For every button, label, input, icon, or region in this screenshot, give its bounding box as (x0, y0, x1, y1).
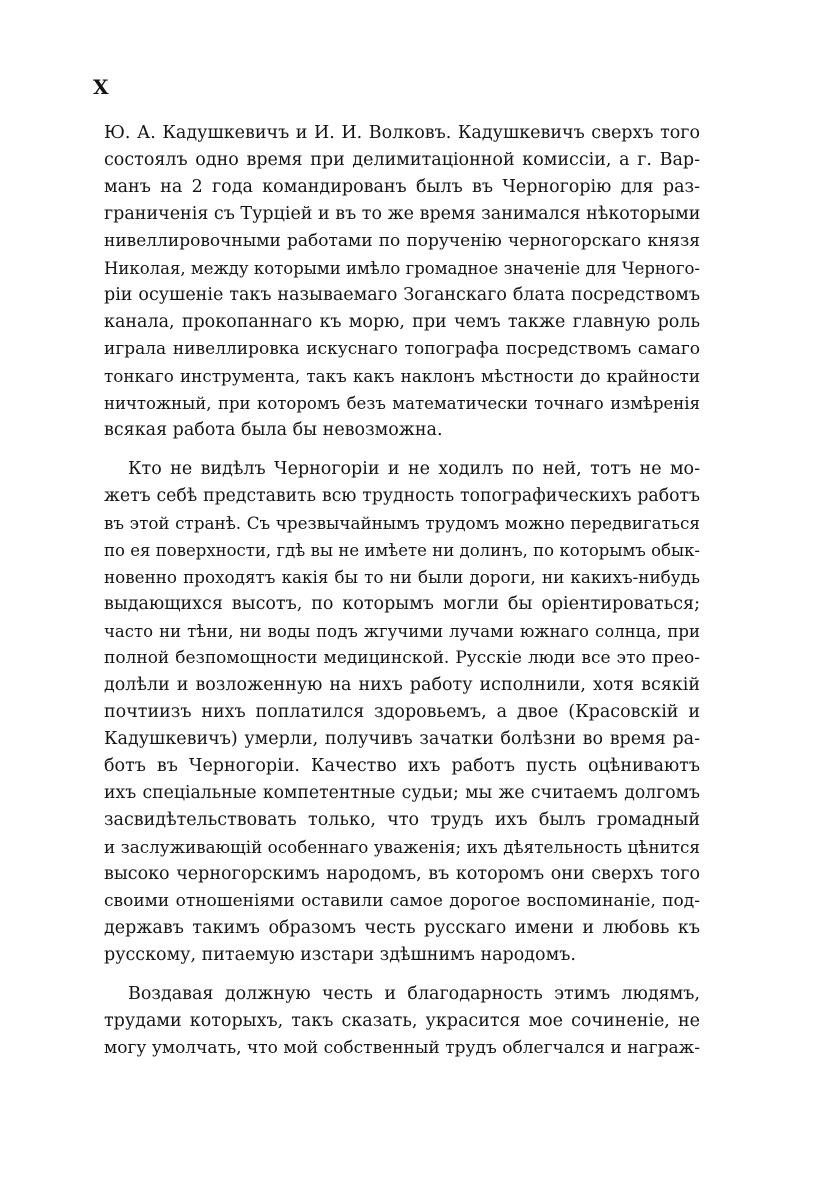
text-line: всякая работа была бы невозможна. (104, 420, 443, 440)
text-line: Николая, между которыми имѣло громадное значеніе для Черного- (104, 259, 700, 278)
text-line: ихъ спеціальные компетентные судьи; мы же считаемъ долгомъ (104, 783, 700, 803)
text-line: и заслуживающій особеннаго уваженія; ихъ дѣятельность цѣнится (104, 837, 700, 857)
text-line: граниченія съ Турціей и въ то же время занимался нѣкоторыми (104, 204, 701, 224)
text-line: играла нивеллировка искуснаго топографа посредствомъ самаго (104, 339, 700, 359)
text-line: державъ такимъ образомъ честь русскаго имени и любовь къ (104, 918, 700, 938)
text-line: полной безпомощности медицинской. Русскіе люди все это прео- (104, 648, 700, 668)
paragraph-1 (104, 120, 700, 444)
text-line: Воздавая должную честь и благодарность этимъ людямъ, (128, 984, 700, 1004)
text-line: новенно проходятъ какія бы то ни были дороги, ни какихъ-нибудь (104, 567, 700, 587)
text-line: манъ на 2 года командированъ былъ въ Черногорію для раз- (104, 177, 700, 197)
text-line: тонкаго инструмента, такъ какъ наклонъ мѣстности до крайности (104, 366, 700, 386)
text-line: Ю. А. Кадушкевичъ и И. И. Волковъ. Кадушкевичъ сверхъ того (104, 123, 700, 143)
page-number: X (93, 75, 110, 99)
text-line: состоялъ одно время при делимитаціонной комиссіи, а г. Вар- (104, 150, 700, 170)
text-line: нивеллировочными работами по порученію черногорскаго князя (104, 231, 700, 251)
text-line: ріи осушеніе такъ называемаго Зоганскаго блата посредствомъ (104, 285, 700, 305)
text-line: ботъ въ Черногоріи. Качество ихъ работъ пусть оцѣниваютъ (104, 756, 700, 776)
text-line: русскому, питаемую изстари здѣшнимъ народомъ. (104, 945, 576, 965)
text-line: засвидѣтельствовать только, что трудъ ихъ былъ громадный (104, 810, 700, 830)
text-line: ничтожный, при которомъ безъ математически точнаго измѣренія (104, 394, 700, 413)
paragraph-spacer (104, 969, 700, 981)
text-line: высоко черногорскимъ народомъ, въ которомъ они сверхъ того (104, 864, 700, 884)
paragraph-spacer (104, 444, 700, 456)
text-line: Кто не видѣлъ Черногоріи и не ходилъ по ней, тотъ не мо- (128, 459, 700, 479)
text-line: выдающихся высотъ, по которымъ могли бы оріентироваться; (104, 594, 700, 614)
text-line: по ея поверхности, гдѣ вы не имѣете ни долинъ, по которымъ обык- (104, 541, 700, 560)
text-line: трудами которыхъ, такъ сказать, украсится мое сочиненіе, не (104, 1011, 700, 1031)
text-line: жетъ себѣ представить всю трудность топографическихъ работъ (104, 486, 700, 506)
paragraph-3 (104, 981, 700, 1062)
paragraph-2 (104, 456, 700, 969)
text-line: часто ни тѣни, ни воды подъ жгучими лучами южнаго солнца, при (104, 622, 700, 641)
text-line: долѣли и возложенную на нихъ работу исполнили, хотя всякій (104, 675, 700, 695)
text-line: Кадушкевичъ) умерли, получивъ зачатки болѣзни во время ра- (104, 729, 700, 749)
text-line: почтиизъ нихъ поплатился здоровьемъ, а двое (Красовскій и (104, 702, 700, 722)
text-line: въ этой странѣ. Съ чрезвычайнымъ трудомъ можно передвигаться (104, 513, 700, 533)
body-text (104, 120, 700, 1062)
text-line: могу умолчать, что мой собственный трудъ облегчался и награж- (104, 1038, 700, 1058)
text-line: канала, прокопаннаго къ морю, при чемъ также главную роль (104, 312, 700, 332)
text-line: своими отношеніями оставили самое дорогое воспоминаніе, под- (104, 891, 700, 911)
